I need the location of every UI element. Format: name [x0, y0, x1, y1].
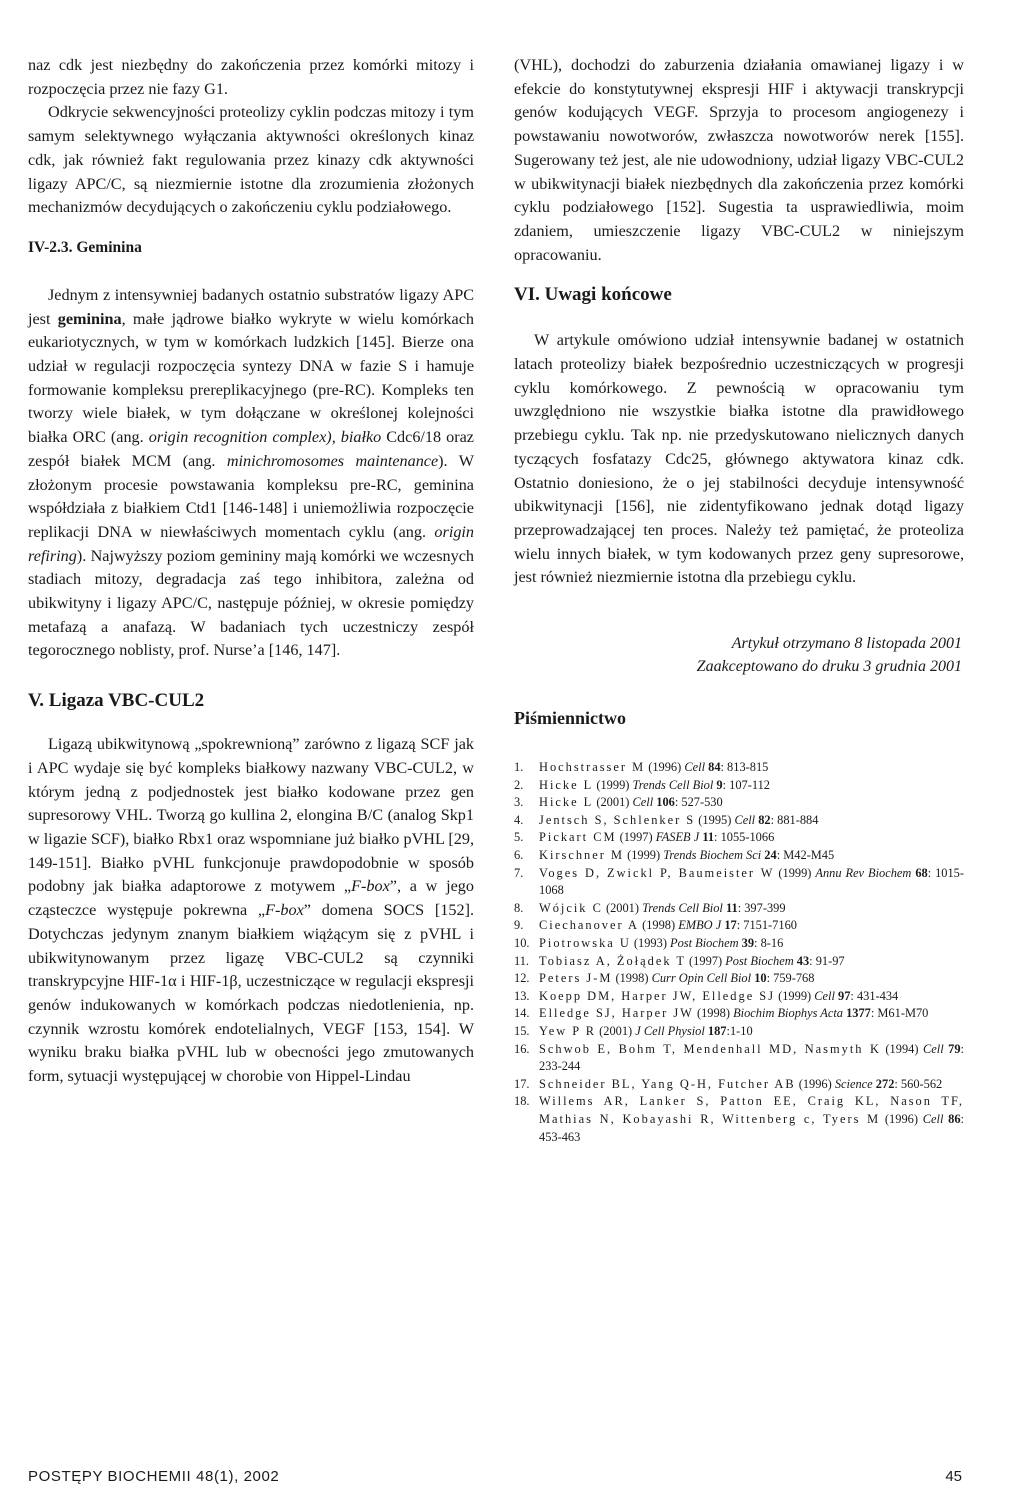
reference-number: 10.: [514, 936, 530, 950]
reference-authors: Piotrowska U: [539, 936, 631, 950]
reference-authors: Jentsch S, Schlenker S: [539, 812, 696, 827]
reference-item: [514, 953, 964, 971]
paragraph: Odkrycie sekwencyjności proteolizy cyklin podczas mitozy i tym samym selektywnego wyłączania aktywności określonych kinaz cdk, jak również fakt regulowania przez kinazy cdk aktywności ligazy APC/C, są niezmiernie istotne dla zrozumienia złożonych mechanizmów decydujących o zakończeniu cyklu podziałowego.: [28, 103, 474, 217]
italic-term: origin refiring: [28, 522, 474, 565]
reference-year: (2001): [602, 900, 643, 915]
reference-authors: Voges D, Zwickl P, Baumeister W: [539, 865, 775, 880]
reference-year: (1994): [880, 1041, 923, 1056]
references-heading: Piśmiennictwo: [514, 708, 626, 729]
reference-item: [514, 812, 964, 830]
subsection-heading: IV-2.3. Geminina: [28, 238, 142, 256]
reference-volume: 84: [708, 760, 721, 775]
reference-authors: Willems AR, Lanker S, Patton EE, Craig KL, Nason TF, Mathias N, Kobayashi R, Wittenberg c, Tyers M: [539, 1094, 964, 1126]
text-run: ”, a w jego cząsteczce występuje pokrewna „: [28, 877, 474, 920]
reference-journal: Cell: [814, 988, 835, 1003]
reference-number: 16.: [514, 1041, 530, 1056]
reference-item: [514, 988, 964, 1006]
paragraph: (VHL), dochodzi do zaburzenia działania omawianej ligazy i w efekcie do konstytutywnej ekspresji HIF i aktywacji transkrypcji genów kodujących VEGF. Sprzyja to procesom angiogenezy i powstawaniu nowotworów, zwłaszcza nowotworów nerek [155]. Sugerowany też jest, ale nie udowodniony, udział ligazy VBC-CUL2 w ubikwitynacji białek niezbędnych dla zakończenia przez komórki cyklu podziałowego [152]. Sugestia ta usprawiedliwia, moim zdaniem, umieszczenie ligazy VBC-CUL2 w niniejszym opracowaniu.: [514, 56, 964, 264]
reference-pages: : M61-M70: [870, 1006, 929, 1021]
reference-journal: EMBO J: [678, 918, 722, 933]
reference-item: [514, 759, 964, 777]
received-date: Artykuł otrzymano 8 listopada 2001: [731, 635, 962, 653]
reference-volume: 68: [915, 865, 928, 880]
page-number: 45: [945, 1468, 962, 1485]
reference-authors: Pickart CM: [539, 830, 617, 845]
text-run: Ligazą ubikwitynową „spokrewnioną” zarówno z ligazą SCF jak i APC wydaje się być kompleks białkowy nazwany VBC-CUL2, w którym jedną z podjednostek jest białko kodowane przez gen supresorowy VHL. Tworzą go kullina 2, elongina B/C (analog Skp1 w ligazie SCF), białko Rbx1 oraz wspomniane już białko pVHL [29, 149-151]. Białko pVHL funkcjonuje prawdopodobnie w sposób podobny jak białka adaptorowe z motywem „: [28, 735, 474, 896]
reference-year: (1996): [645, 760, 685, 775]
reference-number: 13.: [514, 988, 530, 1003]
reference-number: 1.: [514, 760, 524, 775]
reference-pages: : 107-112: [722, 777, 770, 792]
reference-year: (1999): [774, 865, 816, 880]
reference-journal: Trends Cell Biol: [632, 777, 714, 792]
reference-volume: 11: [702, 830, 715, 845]
reference-volume: 24: [764, 848, 777, 863]
reference-volume: 187: [707, 1023, 727, 1038]
paragraph-geminina: [28, 284, 474, 663]
reference-journal: Cell: [684, 760, 706, 775]
reference-pages: : 1015-1068: [539, 865, 964, 898]
reference-pages: : 881-884: [770, 812, 819, 827]
reference-authors: Hicke L: [539, 777, 594, 792]
reference-pages: : 431-434: [850, 988, 899, 1003]
bold-term: geminina: [57, 309, 122, 328]
reference-volume: 10: [754, 971, 767, 986]
reference-journal: Biochim Biophys Acta: [733, 1006, 843, 1021]
reference-authors: Koepp DM, Harper JW, Elledge SJ: [539, 988, 776, 1003]
text-run: ). Najwyższy poziom gemininy mają komórki we wczesnych stadiach mitozy, degradacja zaś tego inhibitora, zależna od ubikwityny i ligazy APC/C, następuje później, w okresie pomiędzy metafazą a anafazą. W badaniach tych uczestniczy zespół tegorocznego noblisty, prof. Nurse’a [146, 147].: [28, 546, 474, 660]
reference-item: [514, 1041, 964, 1076]
reference-year: (1997): [616, 830, 656, 845]
reference-year: (2001): [593, 795, 633, 810]
reference-number: 6.: [514, 848, 524, 863]
reference-pages: : 453-463: [539, 1111, 964, 1144]
reference-pages: : 759-768: [766, 971, 815, 986]
reference-journal: Science: [834, 1076, 873, 1091]
reference-number: 9.: [514, 918, 524, 933]
reference-pages: : 1055-1066: [714, 830, 775, 845]
reference-number: 12.: [514, 971, 530, 986]
reference-item: [514, 829, 964, 847]
italic-term: origin recognition complex), białko: [148, 428, 382, 447]
reference-pages: : 8-16: [754, 936, 784, 950]
reference-authors: Tobiasz A, Żołądek T: [539, 953, 686, 968]
reference-volume: 272: [875, 1076, 895, 1091]
reference-pages: :1-10: [726, 1023, 753, 1038]
reference-item: [514, 970, 964, 988]
reference-journal: Cell: [734, 812, 756, 827]
reference-year: (1996): [880, 1111, 923, 1126]
section-heading: VI. Uwagi końcowe: [514, 284, 672, 306]
reference-volume: 11: [725, 900, 738, 915]
reference-pages: : 527-530: [674, 795, 723, 810]
text-run: , małe jądrowe białko wykryte w wielu komórkach eukariotycznych, w tym w komórkach ludzkich [145]. Bierze ona udział w regulacji rozpoczęcia syntezy DNA w fazie S i hamuje formowanie kompleksu prereplikacyjnego (pre-RC). Kompleks ten tworzy wiele białek, w tym dołączane w określonej kolejności białka ORC (ang.: [28, 309, 474, 447]
reference-authors: Schwob E, Bohm T, Mendenhall MD, Nasmyth K: [539, 1041, 881, 1056]
reference-item: [514, 935, 964, 953]
reference-volume: 17: [724, 918, 737, 933]
reference-authors: Wójcik C: [539, 900, 603, 915]
references-list: [514, 759, 964, 1146]
reference-year: (1998): [693, 1006, 734, 1021]
reference-year: (1998): [612, 971, 652, 986]
reference-number: 7.: [514, 865, 524, 880]
paragraph: naz cdk jest niezbędny do zakończenia przez komórki mitozy i rozpoczęcia przez nie fazy G1.: [28, 56, 474, 98]
reference-pages: : 397-399: [737, 900, 786, 915]
reference-journal: Trends Biochem Sci: [663, 848, 762, 863]
reference-volume: 86: [948, 1111, 961, 1126]
reference-authors: Hochstrasser M: [539, 760, 646, 775]
reference-item: [514, 847, 964, 865]
reference-volume: 82: [758, 812, 771, 827]
reference-journal: J Cell Physiol: [635, 1023, 705, 1038]
reference-item: [514, 1005, 964, 1023]
italic-term: F-box: [265, 901, 304, 920]
reference-year: (1996): [795, 1076, 835, 1091]
reference-number: 15.: [514, 1023, 530, 1038]
reference-journal: Cell: [922, 1111, 944, 1126]
reference-volume: 43: [796, 953, 810, 968]
reference-number: 4.: [514, 812, 524, 827]
journal-footer: POSTĘPY BIOCHEMII 48(1), 2002: [28, 1468, 280, 1485]
reference-pages: : M42-M45: [776, 848, 835, 863]
reference-number: 5.: [514, 830, 524, 845]
reference-journal: Trends Cell Biol: [642, 900, 723, 915]
reference-number: 17.: [514, 1076, 530, 1091]
reference-journal: Post Biochem: [725, 953, 794, 968]
reference-volume: 106: [656, 795, 675, 810]
paragraph-vbc: [28, 733, 474, 1089]
reference-pages: : 233-244: [539, 1041, 964, 1074]
reference-volume: 97: [838, 988, 851, 1003]
reference-year: (1999): [623, 848, 664, 863]
reference-year: (2001): [596, 1023, 636, 1038]
reference-item: [514, 865, 964, 900]
reference-item: [514, 917, 964, 935]
reference-authors: Kirschner M: [539, 848, 624, 863]
reference-volume: 9: [716, 777, 723, 792]
reference-year: (1999): [775, 988, 815, 1003]
reference-number: 2.: [514, 777, 524, 792]
reference-year: (1999): [593, 777, 633, 792]
reference-number: 18.: [514, 1094, 530, 1109]
reference-journal: Curr Opin Cell Biol: [651, 971, 752, 986]
reference-authors: Elledge SJ, Harper JW: [539, 1006, 694, 1021]
paragraph: W artykule omówiono udział intensywnie badanej w ostatnich latach proteolizy białek bezpośrednio uczestniczących w progresji cyklu komórkowego. Z pewnością w opracowaniu tym uwzględniono nie wszystkie białka istotne dla prawidłowego przebiegu cyklu. Tak np. nie przedyskutowano nielicznych danych tyczących fosfatazy Cdc25, głównego aktywatora kinaz cdk. Ostatnio doniesiono, że o jej stabilności decyduje intensywność ubikwitynacji [156], nie zidentyfikowano jednak dotąd ligazy przeprowadzającej ten proces. Należy też pamiętać, że proteoliza wielu innych białek, w tym kodowanych przez geny supresorowe, jest również niezmiernie istotna dla przebiegu cyklu.: [514, 331, 964, 587]
reference-pages: : 813-815: [720, 760, 769, 775]
reference-number: 8.: [514, 900, 524, 915]
reference-pages: : 560-562: [894, 1076, 943, 1091]
reference-year: (1998): [638, 918, 679, 933]
reference-item: [514, 1076, 964, 1094]
right-column: [514, 54, 964, 1146]
accepted-date: Zaakceptowano do druku 3 grudnia 2001: [696, 658, 962, 676]
reference-item: [514, 794, 964, 812]
reference-number: 14.: [514, 1006, 530, 1021]
section-heading: V. Ligaza VBC-CUL2: [28, 690, 205, 712]
received-dates: [514, 632, 964, 678]
reference-volume: 1377: [846, 1006, 871, 1021]
reference-item: [514, 900, 964, 918]
reference-volume: 39: [741, 936, 755, 950]
text-run: ” domena SOCS [152]. Dotychczas jedynym znanym białkiem wiążącym się z pVHL i ubikwitynowanym przez ligazę VBC-CUL2 są czynniki transkrypcyjne HIF-1α i HIF-1β, uczestniczące w regulacji ekspresji genów indukowanych w komórkach podczas niedotlenienia, np. czynnik wzrostu komórek endotelialnych, VEGF [153, 154]. W wyniku braku białka pVHL lub w obecności jego zmutowanych form, sytuacji występującej w chorobie von Hippel-Lindau: [28, 901, 475, 1086]
reference-item: [514, 777, 964, 795]
reference-year: (1993): [630, 936, 671, 950]
reference-item: [514, 1093, 964, 1146]
text-run: ). W złożonym procesie powstawania kompleksu pre-RC, geminina współdziała z białkiem Ctd1 [146-148] i uniemożliwia rozpoczęcie replikacji DNA w niewłaściwych momentach cyklu (ang.: [28, 451, 474, 541]
reference-journal: FASEB J: [655, 830, 700, 845]
reference-authors: Ciechanover A: [539, 918, 639, 933]
reference-authors: Peters J-M: [539, 971, 613, 986]
reference-journal: Annu Rev Biochem: [815, 865, 912, 880]
text-run: Jednym z intensywniej badanych ostatnio substratów ligazy APC jest: [28, 285, 474, 328]
reference-number: 3.: [514, 795, 524, 810]
reference-volume: 79: [948, 1041, 961, 1056]
reference-number: 11.: [514, 953, 530, 968]
reference-year: (1997): [685, 953, 726, 968]
text-run: Cdc6/18 oraz zespół białek MCM (ang.: [28, 428, 474, 470]
italic-term: minichromosomes maintenance: [226, 451, 439, 470]
left-column: [28, 54, 474, 1089]
reference-authors: Hicke L: [539, 795, 594, 810]
reference-year: (1995): [695, 812, 735, 827]
italic-term: F-box: [351, 877, 390, 896]
reference-journal: Cell: [632, 795, 654, 810]
reference-authors: Schneider BL, Yang Q-H, Futcher AB: [539, 1076, 796, 1091]
reference-journal: Cell: [922, 1041, 944, 1056]
reference-journal: Post Biochem: [670, 936, 739, 950]
reference-item: [514, 1023, 964, 1041]
reference-authors: Yew P R: [539, 1023, 597, 1038]
reference-pages: : 91-97: [809, 953, 845, 968]
reference-pages: : 7151-7160: [736, 918, 797, 933]
